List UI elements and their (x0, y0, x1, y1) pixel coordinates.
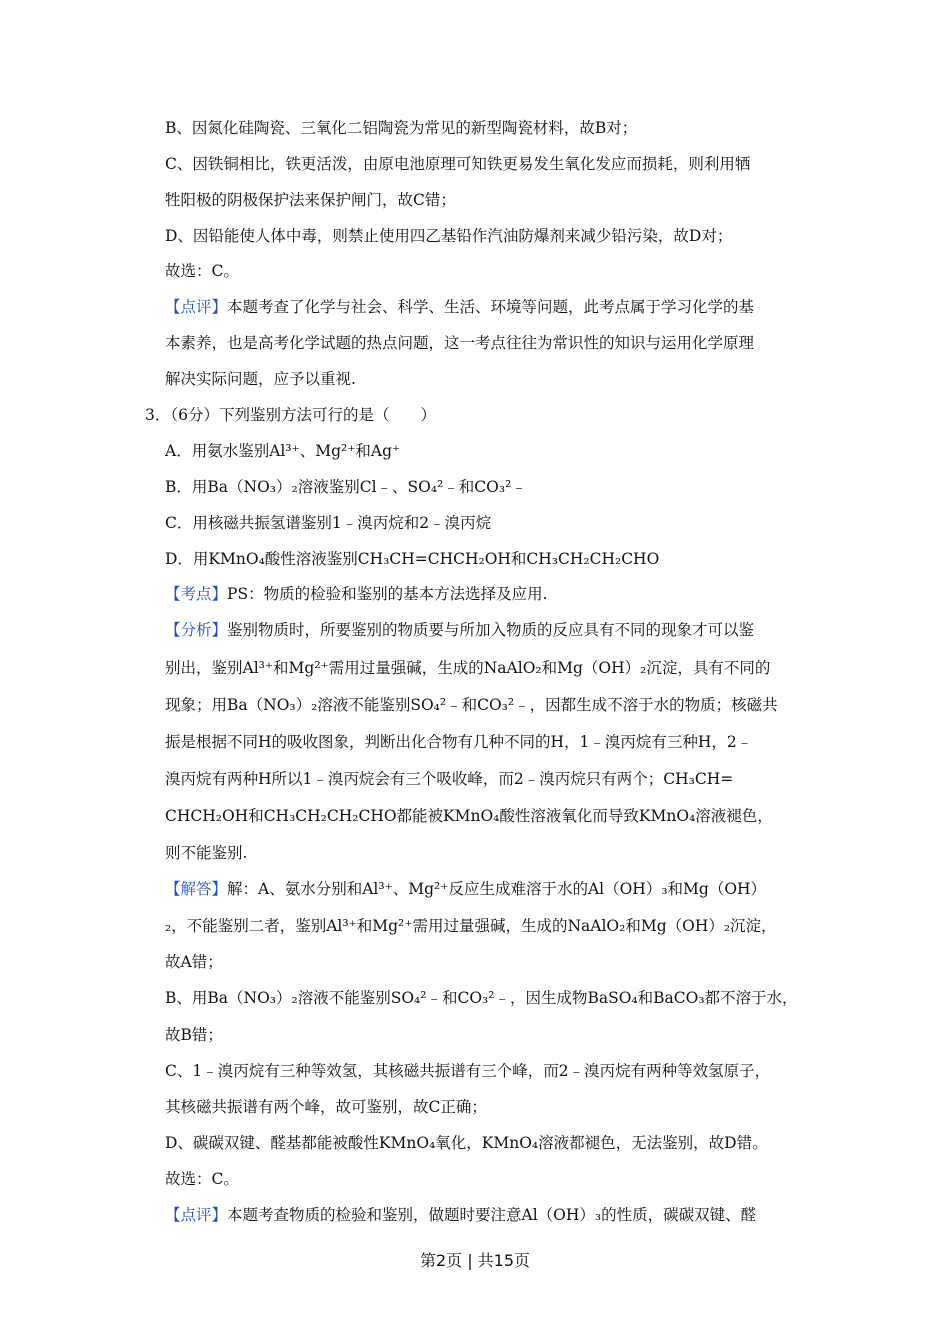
dianping-tag: 【点评】 (165, 1206, 228, 1224)
option-a: A．用氨水鉴别Al³⁺、Mg²⁺和Ag⁺ (165, 442, 401, 460)
jieda-line1 (165, 879, 840, 899)
kaodian-text: PS：物质的检验和鉴别的基本方法选择及应用. (227, 585, 548, 603)
fenxi-line7: 则不能鉴别. (165, 844, 248, 862)
comment-prev-line1 (165, 297, 840, 317)
explanation-b: B、因氮化硅陶瓷、三氧化二铝陶瓷为常见的新型陶瓷材料，故B对； (165, 119, 638, 137)
explanation-d: D、因铅能使人体中毒，则禁止使用四乙基铅作汽油防爆剂来减少铅污染，故D对； (165, 227, 733, 245)
jieda-tag: 【解答】 (165, 880, 228, 898)
fenxi-line5: 溴丙烷有两种H所以1﹣溴丙烷会有三个吸收峰，而2﹣溴丙烷只有两个；CH₃CH= (165, 770, 734, 788)
page-footer: 第2页 | 共15页 (419, 1251, 531, 1270)
comment-text: 本题考查了化学与社会、科学、生活、环境等问题，此考点属于学习化学的基 (227, 298, 755, 316)
comment-prev-line3: 解决实际问题，应予以重视. (165, 370, 356, 388)
explanation-c-line1: C、因铁铜相比，铁更活泼，由原电池原理可知铁更易发生氧化发应而损耗，则利用牺 (165, 155, 751, 173)
fenxi-tag: 【分析】 (165, 621, 228, 639)
explanation-choice: 故选：C。 (165, 262, 239, 280)
jieda-line5: 故B错； (165, 1026, 223, 1044)
fenxi-line1 (165, 620, 840, 640)
dianping-text: 本题考查物质的检验和鉴别，做题时要注意Al（OH）₃的性质，碳碳双键、醛 (227, 1206, 757, 1224)
fenxi-line3: 现象；用Ba（NO₃）₂溶液不能鉴别SO₄²﹣和CO₃²﹣，因都生成不溶于水的物质；核磁共 (165, 696, 778, 714)
jieda-line7: 其核磁共振谱有两个峰，故可鉴别，故C正确； (165, 1098, 487, 1116)
jieda-line6: C、1﹣溴丙烷有三种等效氢，其核磁共振谱有三个峰，而2﹣溴丙烷有两种等效氢原子， (165, 1062, 771, 1080)
jieda-line2: ₂，不能鉴别二者，鉴别Al³⁺和Mg²⁺需用过量强碱，生成的NaAlO₂和Mg（OH）₂沉淀， (165, 917, 777, 935)
option-d: D．用KMnO₄酸性溶液鉴别CH₃CH=CHCH₂OH和CH₃CH₂CH₂CHO (165, 550, 660, 568)
question-stem: 3．（6分）下列鉴别方法可行的是（ ） (145, 406, 436, 424)
jieda-line8: D、碳碳双键、醛基都能被酸性KMnO₄氧化，KMnO₄溶液都褪色，无法鉴别，故D错。 (165, 1134, 768, 1152)
jieda-line4: B、用Ba（NO₃）₂溶液不能鉴别SO₄²﹣和CO₃²﹣，因生成物BaSO₄和BaCO₃都不溶于水， (165, 989, 798, 1007)
fenxi-line2: 别出，鉴别Al³⁺和Mg²⁺需用过量强碱，生成的NaAlO₂和Mg（OH）₂沉淀，具有不同的 (165, 659, 771, 677)
option-c: C．用核磁共振氢谱鉴别1﹣溴丙烷和2﹣溴丙烷 (165, 514, 492, 532)
jieda-line9: 故选：C。 (165, 1170, 239, 1188)
comment-tag: 【点评】 (165, 298, 228, 316)
comment-prev-line2: 本素养，也是高考化学试题的热点问题，这一考点往往为常识性的知识与运用化学原理 (165, 334, 755, 352)
jieda-line3: 故A错； (165, 953, 223, 971)
fenxi-line4: 振是根据不同H的吸收图象，判断出化合物有几种不同的H，1﹣溴丙烷有三种H，2﹣ (165, 733, 753, 751)
explanation-c-line2: 牲阳极的阴极保护法来保护闸门，故C错； (165, 191, 456, 209)
jieda-text: 解：A、氨水分别和Al³⁺、Mg²⁺反应生成难溶于水的Al（OH）₃和Mg（OH） (227, 880, 767, 898)
fenxi-line6: CHCH₂OH和CH₃CH₂CH₂CHO都能被KMnO₄酸性溶液氧化而导致KMnO₄溶液褪色， (165, 807, 773, 825)
dianping-line1 (165, 1205, 840, 1225)
fenxi-text: 鉴别物质时，所要鉴别的物质要与所加入物质的反应具有不同的现象才可以鉴 (227, 621, 755, 639)
kaodian-line (165, 584, 840, 604)
kaodian-tag: 【考点】 (165, 585, 228, 603)
option-b: B．用Ba（NO₃）₂溶液鉴别Cl﹣、SO₄²﹣和CO₃²﹣ (165, 478, 527, 496)
